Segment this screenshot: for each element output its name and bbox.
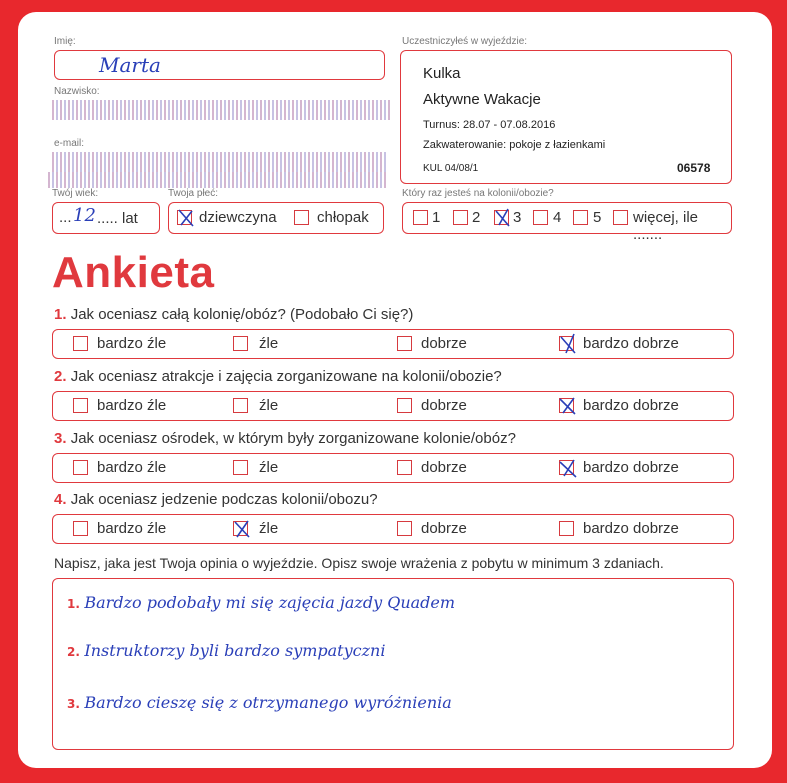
- q4-dobrze-label: dobrze: [421, 520, 467, 537]
- q2-zle-checkbox[interactable]: [233, 398, 248, 413]
- participant-label: Uczestniczyłeś w wyjeździe:: [402, 36, 528, 47]
- gender-girl-checkbox[interactable]: [177, 210, 192, 225]
- q4-bardzo-zle-checkbox[interactable]: [73, 521, 88, 536]
- q1-dobrze-label: dobrze: [421, 335, 467, 352]
- q3-dobrze-label: dobrze: [421, 459, 467, 476]
- q1-zle-label: źle: [259, 335, 279, 352]
- times-2-label: 2: [472, 209, 481, 226]
- age-label: Twój wiek:: [52, 188, 99, 199]
- question-2-options: [52, 391, 734, 421]
- q3-bardzo-zle-label: bardzo źle: [97, 459, 167, 476]
- q3-bardzo-dobrze-label: bardzo dobrze: [583, 459, 679, 476]
- name-field[interactable]: [54, 50, 385, 80]
- opinion-line-1: 1. Bardzo podobały mi się zajęcia jazdy Quadem: [67, 593, 456, 612]
- surname-redacted: [52, 100, 390, 120]
- times-1-checkbox[interactable]: [413, 210, 428, 225]
- times-5-label: 5: [593, 209, 602, 226]
- gender-field: [168, 202, 384, 234]
- times-field: [402, 202, 732, 243]
- times-3-label: 3: [513, 209, 522, 226]
- email-redacted-2: [48, 172, 388, 188]
- times-5-checkbox[interactable]: [573, 210, 588, 225]
- email-label: e-mail:: [54, 138, 85, 149]
- q2-zle-label: źle: [259, 397, 279, 414]
- question-2: 2. Jak oceniasz atrakcje i zajęcia zorganizowane na kolonii/obozie?: [54, 368, 502, 385]
- camp-code: KUL 04/08/1: [423, 163, 479, 174]
- times-4-checkbox[interactable]: [533, 210, 548, 225]
- opinion-line-3: 3. Bardzo cieszę się z otrzymanego wyróżnienia: [67, 693, 452, 712]
- times-label: Który raz jesteś na kolonii/obozie?: [402, 188, 554, 199]
- q2-bardzo-zle-checkbox[interactable]: [73, 398, 88, 413]
- participant-card: [400, 50, 732, 184]
- survey-sheet: [18, 12, 772, 768]
- camp-number: 06578: [677, 161, 711, 175]
- camp-program: Aktywne Wakacje: [423, 91, 541, 108]
- question-4-options: [52, 514, 734, 544]
- survey-title: Ankieta: [52, 248, 215, 297]
- q3-bardzo-dobrze-checkbox[interactable]: [559, 460, 574, 475]
- question-4: 4. Jak oceniasz jedzenie podczas kolonii/obozu?: [54, 491, 378, 508]
- opinion-line-2: 2. Instruktorzy byli bardzo sympatyczni: [67, 641, 386, 660]
- times-3-checkbox[interactable]: [494, 210, 509, 225]
- q1-dobrze-checkbox[interactable]: [397, 336, 412, 351]
- surname-label: Nazwisko:: [54, 86, 100, 97]
- q2-dobrze-checkbox[interactable]: [397, 398, 412, 413]
- q1-bardzo-dobrze-label: bardzo dobrze: [583, 335, 679, 352]
- q1-bardzo-dobrze-checkbox[interactable]: [559, 336, 574, 351]
- gender-label: Twoja płeć:: [168, 188, 219, 199]
- q4-bardzo-zle-label: bardzo źle: [97, 520, 167, 537]
- turnus-label: Turnus:: [423, 119, 460, 131]
- age-field[interactable]: [52, 202, 160, 234]
- q4-bardzo-dobrze-label: bardzo dobrze: [583, 520, 679, 537]
- opinion-prompt: Napisz, jaka jest Twoja opinia o wyjeździe. Opisz swoje wrażenia z pobytu w minimum 3 zdaniach.: [54, 555, 664, 571]
- times-more-checkbox[interactable]: [613, 210, 628, 225]
- q3-zle-label: źle: [259, 459, 279, 476]
- q2-bardzo-zle-label: bardzo źle: [97, 397, 167, 414]
- age-prefix: ...: [59, 209, 72, 226]
- q4-zle-checkbox[interactable]: [233, 521, 248, 536]
- question-3: 3. Jak oceniasz ośrodek, w którym były zorganizowane kolonie/obóz?: [54, 430, 516, 447]
- name-value: Marta: [99, 53, 161, 77]
- q4-dobrze-checkbox[interactable]: [397, 521, 412, 536]
- times-2-checkbox[interactable]: [453, 210, 468, 225]
- camp-name: Kulka: [423, 65, 461, 82]
- age-suffix: ..... lat: [97, 210, 138, 227]
- name-label: Imię:: [54, 36, 76, 47]
- q1-zle-checkbox[interactable]: [233, 336, 248, 351]
- accommodation-label: Zakwaterowanie:: [423, 139, 507, 151]
- question-3-options: [52, 453, 734, 483]
- q4-zle-label: źle: [259, 520, 279, 537]
- accommodation-value: pokoje z łazienkami: [509, 139, 606, 151]
- q1-bardzo-zle-checkbox[interactable]: [73, 336, 88, 351]
- times-more-label: więcej, ile .......: [633, 209, 699, 243]
- q3-dobrze-checkbox[interactable]: [397, 460, 412, 475]
- q2-bardzo-dobrze-label: bardzo dobrze: [583, 397, 679, 414]
- q1-bardzo-zle-label: bardzo źle: [97, 335, 167, 352]
- q3-bardzo-zle-checkbox[interactable]: [73, 460, 88, 475]
- opinion-field[interactable]: [52, 578, 734, 750]
- q2-bardzo-dobrze-checkbox[interactable]: [559, 398, 574, 413]
- gender-girl-label: dziewczyna: [199, 209, 277, 226]
- gender-boy-label: chłopak: [317, 209, 369, 226]
- turnus-value: 28.07 - 07.08.2016: [462, 119, 556, 131]
- q4-bardzo-dobrze-checkbox[interactable]: [559, 521, 574, 536]
- gender-boy-checkbox[interactable]: [294, 210, 309, 225]
- email-redacted: [52, 152, 388, 172]
- question-1-options: [52, 329, 734, 359]
- times-1-label: 1: [432, 209, 441, 226]
- age-value: 12: [73, 205, 96, 226]
- question-1: 1. Jak oceniasz całą kolonię/obóz? (Podobało Ci się?): [54, 306, 414, 323]
- times-4-label: 4: [553, 209, 562, 226]
- q2-dobrze-label: dobrze: [421, 397, 467, 414]
- q3-zle-checkbox[interactable]: [233, 460, 248, 475]
